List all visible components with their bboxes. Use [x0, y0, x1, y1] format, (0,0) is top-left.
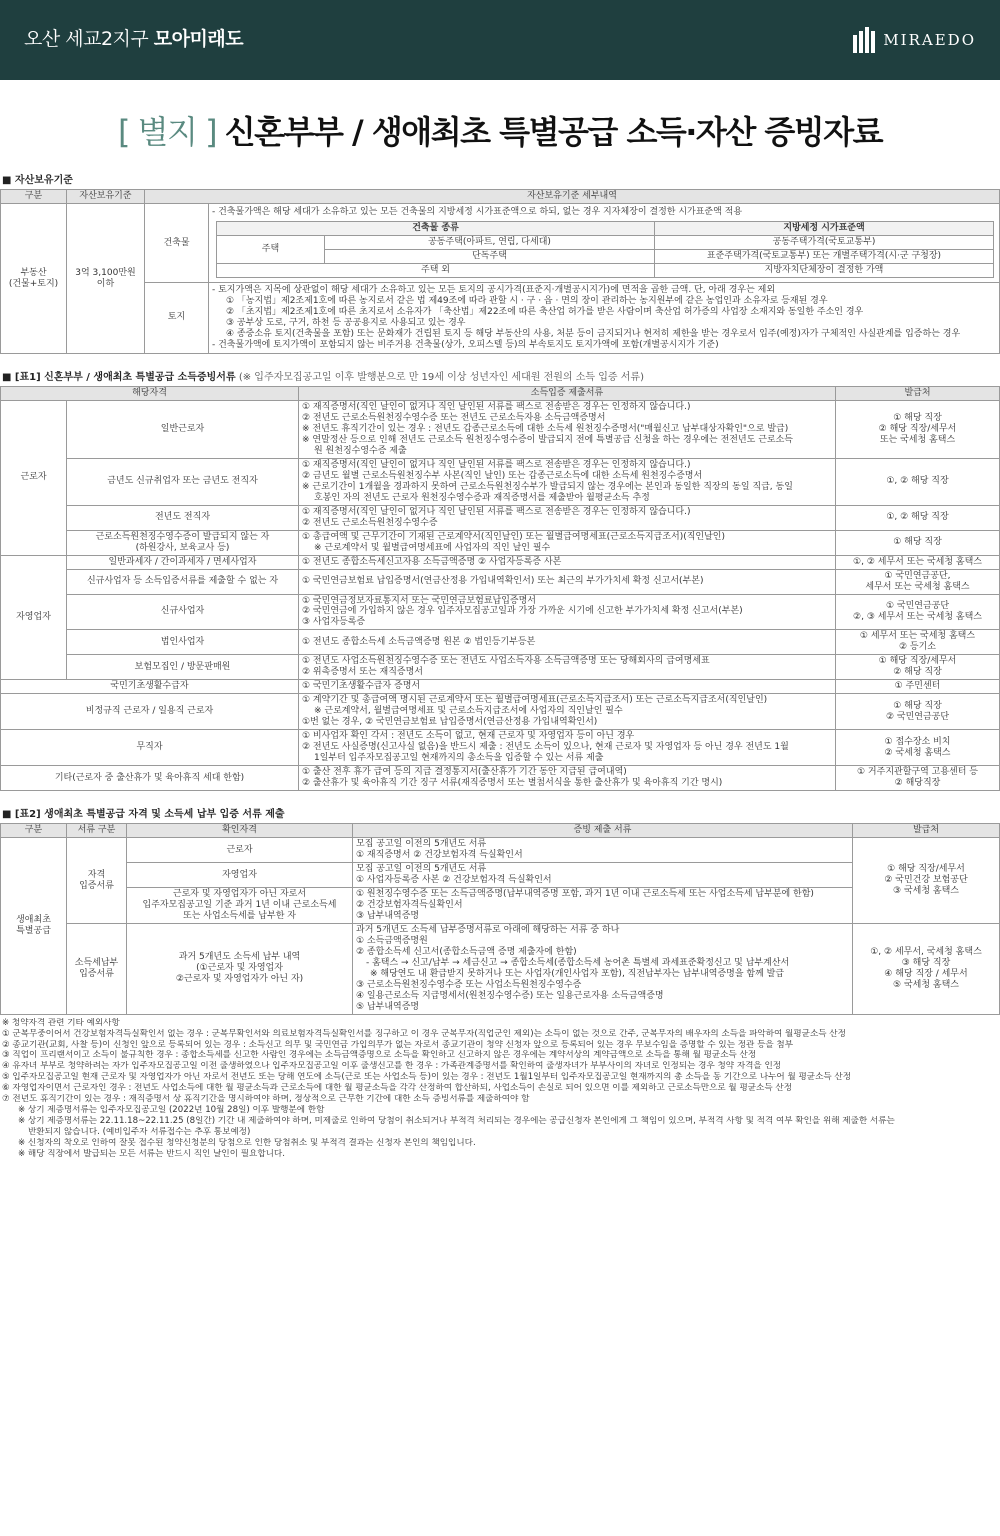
- footnote: ⑥ 자영업자이면서 근로자인 경우 : 전년도 사업소득에 대한 월 평균소득과 근로소득에 대한 월 평균소득을 각각 산정하여 합산하되, 사업소득이 손실로 되어 있으면 이를 제외하고 근로소득만으로 월 평균소득 산정: [2, 1083, 792, 1094]
- footnote: ※ 상기 제증명서류는 22.11.18~22.11.25 (8일간) 기간 내 제출하여야 하며, 미제출로 인하여 당첨이 취소되거나 부적격 처리되는 경우에는 공급신청자 본인에게 그 책임이 있으며, 부적격 사항 및 적격 여부 확인을 위해 제출한 서류는: [18, 1115, 895, 1126]
- t2-header: 서류 구분: [67, 824, 127, 838]
- land-line: ② 「초지법」제2조제1호에 따른 초지로서 소유자가 「축산법」제22조에 따른 축산업 허가를 받은 사람이며 축산업 허가증의 사업장 소재지와 동일한 주소인 경우: [226, 306, 864, 317]
- issuer-line: ② 국민건강 보험공단: [884, 875, 968, 886]
- t1-issuer: ①, ② 해당 직장: [836, 458, 1000, 505]
- issuer-line: ① 해당 직장: [893, 700, 942, 711]
- brand-logo: [853, 27, 976, 53]
- issuer-line: ① 해당 직장/세무서: [887, 864, 965, 875]
- footnote: ④ 유자녀 부부로 청약하려는 자가 입주자모집공고일 이전 출생하였으나 입주자모집공고일 이후 출생신고를 한 경우 : 가족관계증명서를 확인하여 출생자녀가 부부사이의 자녀로 인정되는 경우 청약 자격을 인정: [2, 1061, 782, 1072]
- asset-header-criteria: 자산보유기준: [67, 190, 145, 204]
- income-proof-table: [0, 386, 1000, 791]
- doc-line: ① 원천징수영수증 또는 소득금액증명(납부내역증명 포함, 과거 1년 이내 근로소득세 또는 사업소득세 납부분에 한함): [356, 889, 814, 900]
- t1-sub: 비정규직 근로자 / 일용직 근로자: [1, 694, 299, 730]
- doc-line: ※ 해당연도 내 환급받지 못하거나 또는 사업자(개인사업자 포함), 직전납부자는 납부내역증명을 함께 발급: [370, 968, 785, 979]
- footnote: ① 군복무중이어서 건강보험자격득실확인서 없는 경우 : 군복무확인서와 의료보험자격득실확인서를 징구하고 이 경우 군복무자(직업군인 제외)는 소득이 없는 것으로 간주, 군복무자의 배우자의 소득을 파악하여 월평균소득 산정: [2, 1028, 846, 1039]
- t2-header: 구분: [1, 824, 67, 838]
- issuer-line: ② 등기소: [898, 642, 936, 653]
- doc-line: ③ 사업자등록증: [302, 617, 366, 628]
- t1-sub: 보험모집인 / 방문판매원: [67, 655, 299, 680]
- doc-line: ※ 근로계약서, 월별급여명세표 및 근로소득지급조서에 사업자의 직인날인 필수: [314, 706, 623, 717]
- doc-line: ① 재직증명서(직인 날인이 없거나 직인 날인된 서류를 팩스로 전송받은 경우는 인정하지 않습니다.): [302, 459, 691, 470]
- doc-line: 1일부터 입주자모집공고일 현재까지의 총소득을 입증할 수 있는 서류 제출: [314, 753, 604, 764]
- doc-line: ① 총급여액 및 근무기간이 기재된 근로계약서(직인날인) 또는 월별급여명세표(근로소득지급조서)(직인날인): [302, 531, 726, 542]
- doc-line: - 홈택스 → 신고/납부 → 세금신고 → 종합소득세(종합소득세 농어촌 특별세 과세표준확정신고 및 납부계산서: [366, 957, 790, 968]
- t2-header: 증빙 제출 서류: [353, 824, 853, 838]
- doc-line: ① 계약기간 및 총급여액 명시된 근로계약서 또는 월별급여명세표(근로소득지급조서) 또는 근로소득지급조서(직인날인): [302, 695, 768, 706]
- t1-issuer: [836, 766, 1000, 791]
- doc-line: 과거 5개년도 소득세 납부증명서류로 아래에 해당하는 서류 중 하나: [356, 924, 620, 935]
- miraedo-logo-icon: [853, 27, 875, 53]
- t1-docs: [299, 530, 836, 555]
- issuer-line: ④ 해당 직장 / 세무서: [884, 968, 968, 979]
- brand-name: MIRAEDO: [883, 30, 976, 49]
- building-type: 주택 외: [217, 264, 655, 278]
- t1-docs: ① 국민연금보험료 납입증명서(연금산정용 가입내역확인서) 또는 최근의 부가가치세 확정 신고서(부본): [299, 569, 836, 594]
- doc-line: ② 전년도 근로소득원천징수영수증: [302, 517, 438, 528]
- t2-docs: [353, 863, 853, 888]
- issuer-line: ① 거주지관할구역 고용센터 등: [857, 767, 978, 778]
- t2-who: 근로자: [127, 838, 353, 863]
- table1-note: (※ 입주자모집공고일 이후 발행분으로 만 19세 이상 성년자인 세대원 전원의 소득 입증 서류): [235, 371, 644, 383]
- doc-line: ② 국민연금에 가입하지 않은 경우 입주자모집공고일과 가장 가까운 시기에 신고한 부가가치세 확정 신고서(부본): [302, 606, 743, 617]
- doc-line: ① 재직증명서 ② 건강보험자격 득실확인서: [356, 850, 523, 861]
- t2-who: 자영업자: [127, 863, 353, 888]
- asset-table: [0, 189, 1000, 354]
- t1-sub: 신규사업자: [67, 594, 299, 630]
- t1-sub: 일반근로자: [67, 401, 299, 459]
- page-header: [0, 0, 1000, 80]
- doc-line: ③ 납부내역증명: [356, 910, 420, 921]
- land-line: ③ 공부상 도로, 구거, 하천 등 공공용지로 사용되고 있는 경우: [226, 317, 466, 328]
- doc-line: ④ 일용근로소득 지급명세서(원천징수영수증) 또는 일용근로자용 소득금액증명: [356, 990, 664, 1001]
- t1-sub: 근로소득원천징수영수증이 발급되지 않는 자 (하원강사, 보육교사 등): [67, 530, 299, 555]
- doc-line: ② 출산휴가 및 육아휴직 기간 징구 서류(재직증명서 또는 별첨서식을 통한 출산휴가 및 육아휴직 기간 명시): [302, 778, 723, 789]
- housing-label: 주택: [217, 236, 325, 264]
- doc-line: ② 종합소득세 신고서(종합소득금액 증명 제출자에 한함): [356, 946, 577, 957]
- doc-line: ① 전년도 사업소득원천징수영수증 또는 전년도 사업소득자용 소득금액증명 또는 당해회사의 급여명세표: [302, 656, 710, 667]
- t1-header-docs: 소득입증 제출서류: [299, 387, 836, 401]
- t1-header-qualification: 해당자격: [1, 387, 299, 401]
- doc-line: ① 비사업자 확인 각서 : 전년도 소득이 없고, 현재 근로자 및 자영업자 등이 아닌 경우: [302, 731, 635, 742]
- footnote: ※ 상기 제증명서류는 입주자모집공고일 (2022년 10월 28일) 이후 발행분에 한함: [18, 1104, 325, 1115]
- doc-line: ※ 근로기간이 1개월을 경과하지 못하여 근로소득원천징수부가 발급되지 않는 경우에는 본인과 동일한 직장의 동일 직급, 동일: [302, 481, 793, 492]
- t2-header: 발급처: [853, 824, 1000, 838]
- table2-section-title: ■ [표2] 생애최초 특별공급 자격 및 소득세 납부 입증 서류 제출: [2, 809, 285, 820]
- doc-line: ② 전년도 사실증명(신고사실 없음)을 반드시 제출 : 전년도 소득이 있으나, 현재 근로자 및 자영업자 등 아닌 경우 전년도 1월: [302, 742, 789, 753]
- land-line: ④ 종중소유 토지(건축물을 포함) 또는 문화재가 건립된 토지 등 해당 부동산의 사용, 처분 등이 금지되거나 현저히 제한을 받는 경우로서 입주(예정)자가 구체적인 사실관계를 입증하는 경우: [226, 328, 961, 339]
- footnote: ② 종교기관(교회, 사찰 등)이 신청인 앞으로 등록되어 있는 경우 : 소득신고 의무 및 국민연금 가입의무가 없는 자로서 종교기관이 청약 신청자 앞으로 등록되어 있는 경우 무보수임을 증명할 수 있는 정관 등을 첨부: [2, 1039, 794, 1050]
- t2-category: 생애최초 특별공급: [1, 838, 67, 1015]
- land-line: ① 「농지법」제2조제1호에 따른 농지로서 같은 법 제49조에 따라 관할 시 · 구 · 읍 · 면의 장이 관리하는 농지원부에 같은 농업인과 소유자로 등재된 경우: [226, 296, 828, 306]
- issuer-line: ③ 해당 직장: [901, 957, 951, 968]
- doc-line: ① 소득금액증명원: [356, 935, 428, 946]
- footnote: 반환되지 않습니다. (예비입주자 서류접수는 추후 통보예정): [28, 1126, 251, 1137]
- issuer-line: ③ 국세청 홈택스: [893, 886, 959, 897]
- doc-line: ① 재직증명서(직인 날인이 없거나 직인 날인된 서류를 팩스로 전송받은 경우는 인정하지 않습니다.): [302, 506, 691, 517]
- building-intro: - 건축물가액은 해당 세대가 소유하고 있는 모든 건축물의 지방세정 시가표준액으로 하되, 없는 경우 지자체장이 결정한 시가표준액 적용: [212, 207, 743, 218]
- building-type: 단독주택: [325, 250, 655, 264]
- t1-docs: [299, 594, 836, 630]
- issuer-line: ② 해당직장: [894, 778, 941, 789]
- issuer-line: ① 국민연금공단: [885, 600, 950, 611]
- t2-who: 과거 5개년도 소득세 납부 내역 (①근로자 및 자영업자 ②근로자 및 자영업자가 아닌 자): [127, 923, 353, 1014]
- issuer-line: ① 국민연금공단,: [884, 570, 951, 581]
- site-prefix: 오산 세교2지구: [24, 28, 154, 51]
- footnote: ③ 직업이 프리랜서이고 소득이 불규칙한 경우 : 종합소득세를 신고한 사람인 경우에는 소득금액증명으로 소득을 확인하고 신고하지 않은 경우에는 계약서상의 계약금액으로 소득을 통해 월 평균소득 산정: [2, 1050, 757, 1061]
- doc-line: ② 건강보험자격득실확인서: [356, 900, 463, 910]
- t1-sub: 금년도 신규취업자 또는 금년도 전직자: [67, 458, 299, 505]
- issuer-line: ① 해당 직장: [893, 412, 942, 423]
- asset-criteria: 3억 3,100만원 이하: [67, 204, 145, 354]
- t1-sub: 신규사업자 등 소득입증서류를 제출할 수 없는 자: [67, 569, 299, 594]
- footnote: ※ 신청자의 착오로 인하여 잘못 접수된 청약신청분의 당첨으로 인한 당첨취소 및 부적격 결과는 신청자 본인의 책임입니다.: [18, 1137, 476, 1148]
- t1-sub: 전년도 전직자: [67, 505, 299, 530]
- footnote: ⑤ 입주자모집공고일 현재 근로자 및 자영업자가 아닌 자로서 전년도 또는 당해 연도에 소득(근로 또는 사업소득 등)이 있는 경우 : 전년도 1월1일부터 입주자모집공고일 현재까지의 총 소득을 동 기간으로 나누어 월 평균소득 산정: [2, 1072, 852, 1083]
- t1-sub: 기타(근로자 중 출산휴가 및 육아휴직 세대 한함): [1, 766, 299, 791]
- land-line: - 토지가액은 지목에 상관없이 해당 세대가 소유하고 있는 모든 토지의 공시가격(표준지·개별공시지가)에 면적을 곱한 금액. 단, 아래 경우는 제외: [212, 285, 776, 296]
- t1-issuer: ① 해당 직장: [836, 530, 1000, 555]
- building-price: 표준주택가격(국토교통부) 또는 개별주택가격(시·군 구청장): [655, 250, 994, 264]
- t2-docs: [353, 923, 853, 1014]
- building-price-table: [216, 221, 994, 278]
- title-bracket: [ 별지 ]: [117, 113, 225, 151]
- land-label: 토지: [145, 283, 209, 354]
- t1-docs: [299, 401, 836, 459]
- t1-issuer: [836, 630, 1000, 655]
- asset-header-category: 구분: [1, 190, 67, 204]
- t1-docs: [299, 655, 836, 680]
- t2-issuer: [853, 838, 1000, 924]
- issuer-line: ①, ② 세무서, 국세청 홈택스: [870, 946, 982, 957]
- issuer-line: 또는 국세청 홈택스: [879, 434, 956, 445]
- doc-line: ① 출산 전후 휴가 급여 등의 지급 결정통지서(출산휴가 기간 동안 지급된 급여내역): [302, 767, 627, 778]
- t1-header-issuer: 발급처: [836, 387, 1000, 401]
- t2-type: 자격 입증서류: [67, 838, 127, 924]
- footnote: ※ 해당 직장에서 발급되는 모든 서류는 반드시 직인 날인이 필요합니다.: [18, 1148, 285, 1159]
- t1-docs: [299, 505, 836, 530]
- t1-docs: ① 전년도 종합소득세신고자용 소득금액증명 ② 사업자등록증 사본: [299, 555, 836, 569]
- doc-line: ⑤ 납부내역증명: [356, 1001, 420, 1012]
- doc-line: 호봉인 자의 전년도 근로자 원천징수영수증과 재직증명서를 제출받아 월평균소득 추정: [314, 492, 650, 503]
- land-rules: [209, 283, 1000, 354]
- issuer-line: ②, ③ 세무서 또는 국세청 홈택스: [853, 611, 982, 622]
- doc-line: ② 금년도 월별 근로소득원천징수부 사본(직인 날인) 또는 갑종근로소득에 대한 소득세 원천징수증명서: [302, 470, 703, 481]
- title-main: 신혼부부 / 생애최초 특별공급 소득·자산 증빙자료: [224, 113, 883, 151]
- doc-line: ※ 전년도 휴직기간이 있는 경우 : 전년도 갑종근로소득에 대한 소득세 원천징수증명서("매월신고 납부대상자확인"으로 발급): [302, 423, 789, 434]
- issuer-line: ① 세무서 또는 국세청 홈택스: [859, 631, 976, 642]
- t2-header: 확인자격: [127, 824, 353, 838]
- doc-line: 모집 공고일 이전의 5개년도 서류: [356, 839, 487, 850]
- t1-docs: ① 국민기초생활수급자 증명서: [299, 680, 836, 694]
- doc-line: ② 전년도 근로소득원천징수영수증 또는 전년도 근로소득자용 소득금액증명서: [302, 412, 606, 423]
- building-price: 공동주택가격(국토교통부): [655, 236, 994, 250]
- issuer-line: ② 국세청 홈택스: [884, 747, 951, 758]
- asset-header-detail: 자산보유기준 세부내역: [145, 190, 1000, 204]
- t2-docs: [353, 888, 853, 924]
- doc-line: ① 재직증명서(직인 날인이 없거나 직인 날인된 서류를 팩스로 전송받은 경우는 인정하지 않습니다.): [302, 402, 691, 412]
- first-home-table: [0, 823, 1000, 1015]
- building-price-header: 지방세정 시가표준액: [655, 222, 994, 236]
- asset-category: 부동산 (건물+토지): [1, 204, 67, 354]
- doc-line: ※ 근로계약서 및 월별급여명세표에 사업자의 직인 날인 필수: [314, 542, 551, 553]
- t1-docs: [299, 458, 836, 505]
- issuer-line: ① 접수장소 비치: [884, 736, 951, 747]
- t1-sub: 일반과세자 / 간이과세자 / 면세사업자: [67, 555, 299, 569]
- site-name: [24, 28, 243, 51]
- t1-issuer: ① 주민센터: [836, 680, 1000, 694]
- t2-issuer: [853, 923, 1000, 1014]
- t2-type: 소득세납부 입증서류: [67, 923, 127, 1014]
- footnote: ⑦ 전년도 휴직기간이 있는 경우 : 재직증명서 상 휴직기간을 명시하여야 하며, 정상적으로 근무한 기간에 대한 소득 증빙서류를 제출하여야 함: [2, 1094, 530, 1105]
- doc-line: ② 위촉증명서 또는 재직증명서: [302, 667, 423, 678]
- self-employed-label: 자영업자: [1, 555, 67, 680]
- t2-who: 근로자 및 자영업자가 아닌 자로서 입주자모집공고일 기준 과거 1년 이내 근로소득세 또는 사업소득세를 납부한 자: [127, 888, 353, 924]
- site-brand-name: 모아미래도: [153, 28, 244, 51]
- t1-sub: 법인사업자: [67, 630, 299, 655]
- t1-issuer: [836, 655, 1000, 680]
- footnotes: [0, 1015, 1000, 1160]
- issuer-line: ⑤ 국세청 홈택스: [893, 979, 959, 990]
- doc-line: 모집 공고일 이전의 5개년도 서류: [356, 864, 487, 875]
- issuer-line: ② 해당 직장: [893, 667, 942, 678]
- t1-issuer: [836, 569, 1000, 594]
- issuer-line: ① 해당 직장/세무서: [878, 656, 957, 667]
- doc-line: ※ 연말정산 등으로 인해 전년도 근로소득 원천징수영수증이 발급되지 전에 특별공급 신청을 하는 경우에는 전전년도 근로소득: [302, 434, 793, 445]
- issuer-line: 세무서 또는 국세청 홈택스: [865, 581, 970, 592]
- t2-docs: [353, 838, 853, 863]
- doc-line: ① 사업자등록증 사본 ② 건강보험자격 득실확인서: [356, 875, 552, 886]
- t1-issuer: [836, 694, 1000, 730]
- doc-line: ① 국민연금정보자료통지서 또는 국민연금보험료납입증명서: [302, 595, 537, 606]
- t1-issuer: ①, ② 해당 직장: [836, 505, 1000, 530]
- t1-sub: 무직자: [1, 730, 299, 766]
- table1-section-title: [2, 372, 1000, 384]
- table1-title: ■ [표1] 신혼부부 / 생애최초 특별공급 소득증빙서류: [2, 371, 236, 383]
- page-title: [0, 113, 1000, 152]
- issuer-line: ② 국민연금공단: [885, 711, 950, 722]
- doc-line: ③ 근로소득원천징수영수증 또는 사업소득원천징수영수증: [356, 979, 582, 990]
- asset-section-title: ■ 자산보유기준: [2, 175, 73, 187]
- doc-line: ①번 없는 경우, ② 국민연금보험료 납입증명서(연금산정용 가입내역확인서): [302, 717, 598, 728]
- t1-docs: [299, 730, 836, 766]
- t1-docs: [299, 694, 836, 730]
- land-line: - 건축물가액에 토지가액이 포함되지 않는 비주거용 건축물(상가, 오피스텔 등)의 부속토지도 토지가액에 포함(개별공시지가 기준): [212, 339, 719, 350]
- footnote: ※ 청약자격 관련 기타 예외사항: [2, 1017, 120, 1028]
- t1-issuer: ①, ② 세무서 또는 국세청 홈택스: [836, 555, 1000, 569]
- doc-line: 원 원천징수영수증 제출: [314, 445, 407, 456]
- building-label: 건축물: [145, 204, 209, 283]
- building-price: 지방자치단체장이 결정한 가액: [655, 264, 994, 278]
- worker-label: 근로자: [1, 401, 67, 556]
- t1-docs: [299, 766, 836, 791]
- issuer-line: ② 해당 직장/세무서: [878, 423, 957, 434]
- t1-docs: ① 전년도 종합소득세 소득금액증명 원본 ② 법인등기부등본: [299, 630, 836, 655]
- building-type: 공동주택(아파트, 연립, 다세대): [325, 236, 655, 250]
- t1-issuer: [836, 730, 1000, 766]
- building-type-header: 건축물 종류: [217, 222, 655, 236]
- t1-issuer: [836, 594, 1000, 630]
- t1-issuer: [836, 401, 1000, 459]
- t1-sub: 국민기초생활수급자: [1, 680, 299, 694]
